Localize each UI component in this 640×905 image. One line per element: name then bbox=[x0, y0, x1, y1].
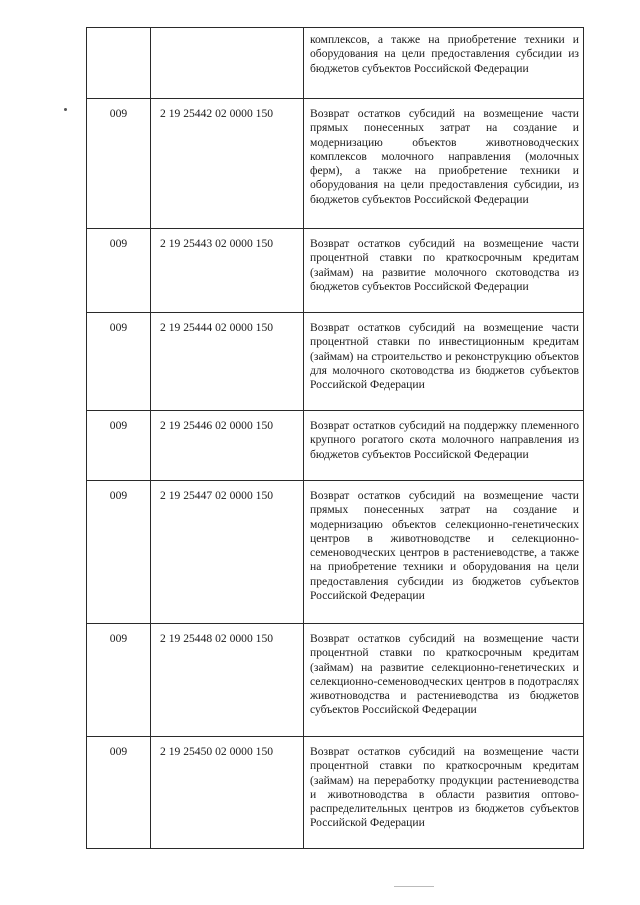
table-row bbox=[87, 481, 584, 624]
budget-code-cell: 2 19 25448 02 0000 150 bbox=[151, 624, 304, 737]
description-cell: Возврат остатков субсидий на возмещение части процентной ставки по краткосрочным кредитам (займам) на переработку продукции растениеводства и животноводства в области развития оптово-распределительных центров из бюджетов субъектов Российской Федерации bbox=[304, 737, 584, 849]
budget-code-cell: 2 19 25443 02 0000 150 bbox=[151, 229, 304, 313]
scan-speck bbox=[64, 108, 67, 111]
table-row bbox=[87, 737, 584, 849]
table-row bbox=[87, 229, 584, 313]
budget-code-cell: 2 19 25447 02 0000 150 bbox=[151, 481, 304, 624]
description-cell: Возврат остатков субсидий на возмещение части прямых понесенных затрат на создание и модернизацию объектов селекционно-генетических центров в животноводстве и селекционно-семеноводческих центров в растениеводстве, а также на приобретение техники и оборудования на цели предоставления субсидии из бюджетов субъектов Российской Федерации bbox=[304, 481, 584, 624]
scan-mark bbox=[394, 886, 434, 887]
budget-code-cell: 2 19 25450 02 0000 150 bbox=[151, 737, 304, 849]
admin-code-cell: 009 bbox=[87, 313, 151, 411]
admin-code-cell bbox=[87, 28, 151, 99]
table-row bbox=[87, 313, 584, 411]
budget-code-cell: 2 19 25442 02 0000 150 bbox=[151, 99, 304, 229]
table-row bbox=[87, 624, 584, 737]
budget-code-cell: 2 19 25446 02 0000 150 bbox=[151, 411, 304, 481]
table-row bbox=[87, 411, 584, 481]
admin-code-cell: 009 bbox=[87, 624, 151, 737]
admin-code-cell: 009 bbox=[87, 229, 151, 313]
admin-code-cell: 009 bbox=[87, 99, 151, 229]
description-cell: Возврат остатков субсидий на возмещение части процентной ставки по инвестиционным кредитам (займам) на строительство и реконструкцию объектов для молочного скотоводства из бюджетов субъектов Российской Федерации bbox=[304, 313, 584, 411]
description-cell: Возврат остатков субсидий на возмещение части процентной ставки по краткосрочным кредитам (займам) на развитие селекционно-генетических и селекционно-семеноводческих центров в подотраслях животноводства и растениеводства из бюджетов субъектов Российской Федерации bbox=[304, 624, 584, 737]
budget-code-cell bbox=[151, 28, 304, 99]
description-cell: Возврат остатков субсидий на возмещение части процентной ставки по краткосрочным кредитам (займам) на развитие молочного скотоводства из бюджетов субъектов Российской Федерации bbox=[304, 229, 584, 313]
description-cell: комплексов, а также на приобретение техники и оборудования на цели предоставления субсидии из бюджетов субъектов Российской Федерации bbox=[304, 28, 584, 99]
admin-code-cell: 009 bbox=[87, 411, 151, 481]
description-cell: Возврат остатков субсидий на поддержку племенного крупного рогатого скота молочного направления из бюджетов субъектов Российской Федерации bbox=[304, 411, 584, 481]
admin-code-cell: 009 bbox=[87, 737, 151, 849]
table-row bbox=[87, 28, 584, 99]
description-cell: Возврат остатков субсидий на возмещение части прямых понесенных затрат на создание и модернизацию объектов животноводческих комплексов молочного направления (молочных ферм), а также на приобретение техники и оборудования на цели предоставления субсидии, из бюджетов субъектов Российской Федерации bbox=[304, 99, 584, 229]
budget-code-table bbox=[86, 27, 584, 849]
table-row bbox=[87, 99, 584, 229]
budget-code-cell: 2 19 25444 02 0000 150 bbox=[151, 313, 304, 411]
admin-code-cell: 009 bbox=[87, 481, 151, 624]
